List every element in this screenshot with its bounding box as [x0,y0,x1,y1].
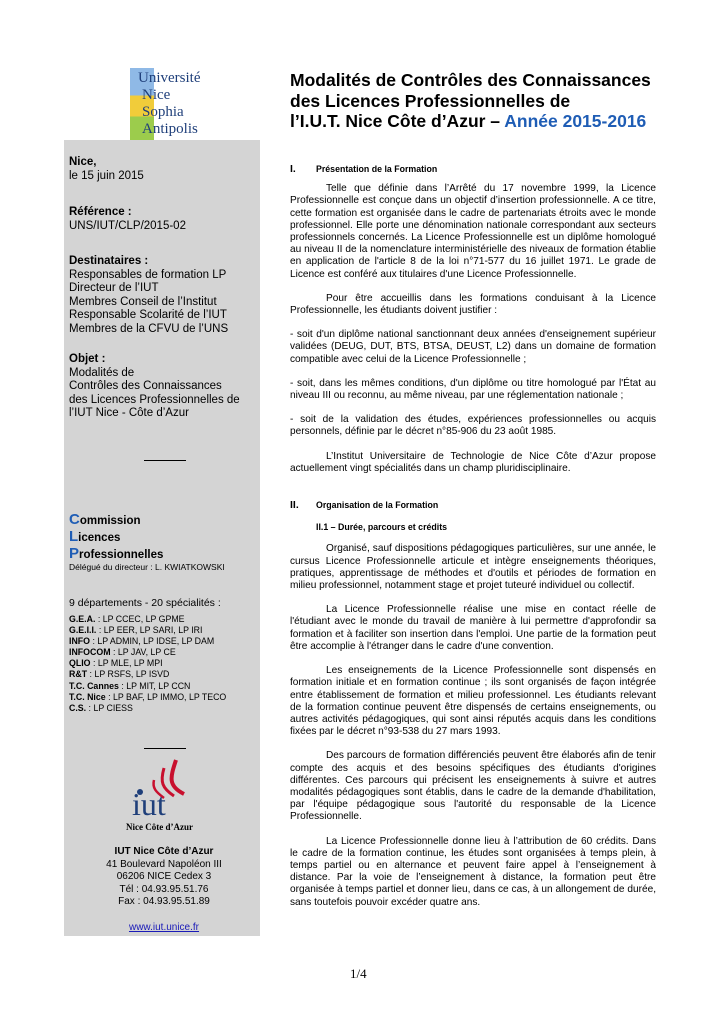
page-number: 1/4 [350,966,367,981]
section-title: Présentation de la Formation [316,164,438,174]
paragraph: L’Institut Universitaire de Technologie de Nice Côte d’Azur propose actuellement vingt spécialités dans un champ pluridisciplinaire. [290,450,656,474]
commission-initial-p: P [69,545,80,562]
paragraph: La Licence Professionnelle réalise une mise en contact réelle de l'étudiant avec le monde du travail de manière à lui permettre d'approfondir sa formation et à faciliter son insertion dans l'emploi. Une partie de la formation peut être accomplie à l'étranger dans le cadre d'une convention. [290,604,656,652]
department-name: INFOCOM [69,647,111,658]
logo-line-1: Université [138,70,201,86]
department-name: G.E.A. [69,614,96,624]
commission-word-3: rofessionnelles [79,549,164,561]
title-line-3-prefix: l’I.U.T. Nice Côte d’Azur – [290,111,505,131]
department-lp: : LP JAV, LP CE [110,647,176,658]
reference-block [69,206,259,233]
subsection-heading: II.1 – Durée, parcours et crédits [316,522,448,533]
commission-initial-l: L [69,528,79,545]
destinataire-item: Responsables de formation LP [69,268,227,281]
department-name: R&T [69,669,88,680]
destinataire-item: Responsable Scolarité de l’IUT [69,309,227,321]
department-lp: : LP BAF, LP IMMO, LP TECO [105,691,227,702]
department-item [69,658,226,669]
section-heading-2 [290,499,656,511]
departments-list [69,614,226,714]
objet-line: des Licences Professionnelles de [69,393,240,406]
department-name: G.E.I.I. [69,625,97,636]
department-name: QLIO [69,658,91,669]
department-lp: : LP RSFS, LP ISVD [87,669,170,680]
section-number: I. [290,163,296,175]
contact-name: IUT Nice Côte d’Azur [114,846,214,857]
section-title: Organisation de la Formation [316,500,439,511]
department-item [69,669,226,680]
reference-value: UNS/IUT/CLP/2015-02 [69,219,186,232]
department-lp: : LP CCEC, LP GPME [95,614,185,624]
commission-initial-c: C [69,511,80,528]
paragraph: - soit de la validation des études, expériences professionnelles ou acquis personnels, définie par le décret n°85-906 du 23 août 1985. [290,414,656,438]
paragraph: - soit d'un diplôme national sanctionnant deux années d'enseignement supérieur validées (DEUG, DUT, BTS, BTSA, DEUST, L2) dans un domaine de formation compatible avec celui de la Licence Professionnelle ; [290,329,656,365]
department-lp: : LP CIESS [86,702,133,713]
destinataires-label: Destinataires : [69,255,149,267]
destinataire-item: Membres Conseil de l’Institut [69,295,217,308]
contact-fax: Fax : 04.93.95.51.89 [118,896,210,907]
iut-logo [118,758,208,836]
department-name: INFO [69,636,91,647]
section-number: II. [290,499,299,512]
paragraph: Pour être accueillis dans les formations conduisant à la Licence Professionnelle, les étudiants doivent justifier : [290,292,656,317]
logo-line-2: Nice [142,87,171,103]
delegue-text: Délégué du directeur : L. KWIATKOWSKI [69,562,225,572]
reference-label: Référence : [69,206,132,218]
objet-block [69,353,259,421]
paragraph: Des parcours de formation différenciés peuvent être élaborés afin de tenir compte des acquis et des besoins spécifiques des étudiants d'origines différentes. Ces parcours qui précisent les enseignements à suivre et autres modalités pédagogiques sont établis, dans le cadre de la demande d'habilitation, par l'équipe pédagogique sous l'autorité du responsable de la Licence Professionnelle. [290,750,656,823]
objet-line: l’IUT Nice - Côte d’Azur [69,407,189,419]
paragraph: La Licence Professionnelle donne lieu à l’attribution de 60 crédits. Dans le cadre de la formation continue, les études sont organisées à temps plein, à temps partiel ou en alternance et peuvent faire appel à l’enseignement à distance. Par la voie de l’enseignement à distance, la formation peut être organisée à temps partiel et donner lieu, dans ce cas, à un allongement de durée, sans toutefois pouvoir excéder quatre ans. [290,835,656,908]
title-line-2: des Licences Professionnelles de [290,90,571,111]
paragraph: Telle que définie dans l’Arrêté du 17 novembre 1999, la Licence Professionnelle est conçue dans un objectif d’insertion professionnelle. A ce titre, cette formation est organisée dans le cadre de partenariats étroits avec le monde professionnel. Elle porte une dénomination nationale correspondant aux secteurs professionnels concernés. La Licence Professionnelle est un diplôme homologué au niveau II de la nomenclature interministérielle des niveaux de formation établie en application de l'article 8 de la loi n°71-577 du 16 juillet 1971. Le grade de Licence est conféré aux titulaires d'une Licence Professionnelle. [290,183,656,280]
destinataire-item: Membres de la CFVU de l’UNS [69,322,229,335]
department-name: T.C. Nice [69,691,106,702]
commission-word-2: icences [78,532,121,544]
main-content [290,163,656,909]
paragraph: Organisé, sauf dispositions pédagogiques particulières, sur une année, le cursus Licence Professionnelle articule et intègre enseignements théoriques, pratiques, apprentissage de méthodes et d'outils et périodes de formation en milieu professionnel, notamment stage et projet tuteuré individuel ou collectif. [290,543,656,592]
department-lp: : LP MLE, LP MPI [90,658,163,669]
commission-word-1: ommission [79,515,141,527]
destinataire-item: Directeur de l’IUT [69,282,159,294]
objet-label: Objet : [69,353,106,365]
department-item [69,614,226,625]
place: Nice, [69,156,97,168]
department-item [69,636,226,647]
sidebar-divider [144,460,186,461]
department-name: T.C. Cannes [69,680,119,691]
contact-address-2: 06206 NICE Cedex 3 [116,871,212,882]
date: le 15 juin 2015 [69,169,144,182]
departments-intro: 9 départements - 20 spécialités : [69,597,221,609]
title-line-1: Modalités de Contrôles des Connaissances [290,70,651,90]
contact-website-link[interactable]: www.iut.unice.fr [128,921,200,933]
paragraph: - soit, dans les mêmes conditions, d'un diplôme ou titre homologué par l'État au niveau III ou reconnu, au même niveau, par une réglementation nationale ; [290,377,656,402]
department-lp: : LP ADMIN, LP IDSE, LP DAM [90,636,215,647]
iut-contact-block [69,846,259,934]
paragraph: Les enseignements de la Licence Professionnelle sont dispensés en formation initiale et en formation continue ; ils sont organisés de façon intégrée entre établissement de formation et milieu professionnel. Les étudiants relevant de la formation continue peuvent être dispensés de certains enseignements, ou autres activités pédagogiques, qui sont ainsi réputés acquis dans les conditions fixées par le décret n°93-538 du 27 mars 1993. [290,665,656,738]
objet-line: Modalités de [69,366,135,379]
university-logo [130,68,235,146]
department-item [69,703,226,714]
logo-line-3: Sophia Antipolis [142,104,198,137]
department-item [69,625,226,636]
iut-logo-subtext: Nice Côte d’Azur [126,822,193,832]
department-lp: : LP MIT, LP CCN [118,680,191,691]
sidebar-divider-2 [144,748,186,749]
title-line-3 [290,111,670,132]
department-name: C.S. [69,702,87,713]
iut-logo-text: iut [132,786,166,822]
section-heading-1 [290,163,656,175]
contact-address-1: 41 Boulevard Napoléon III [106,858,222,870]
objet-line: Contrôles des Connaissances [69,380,222,392]
sidebar-date-block [69,156,259,183]
department-item [69,692,226,703]
destinataires-block [69,255,259,336]
contact-tel: Tél : 04.93.95.51.76 [119,883,209,895]
department-item [69,647,226,658]
logo-text [138,70,235,138]
department-item [69,681,226,692]
commission-heading [69,512,163,563]
title-year: Année 2015-2016 [504,111,647,131]
document-title [290,70,670,132]
department-lp: : LP EER, LP SARI, LP IRI [96,625,203,636]
